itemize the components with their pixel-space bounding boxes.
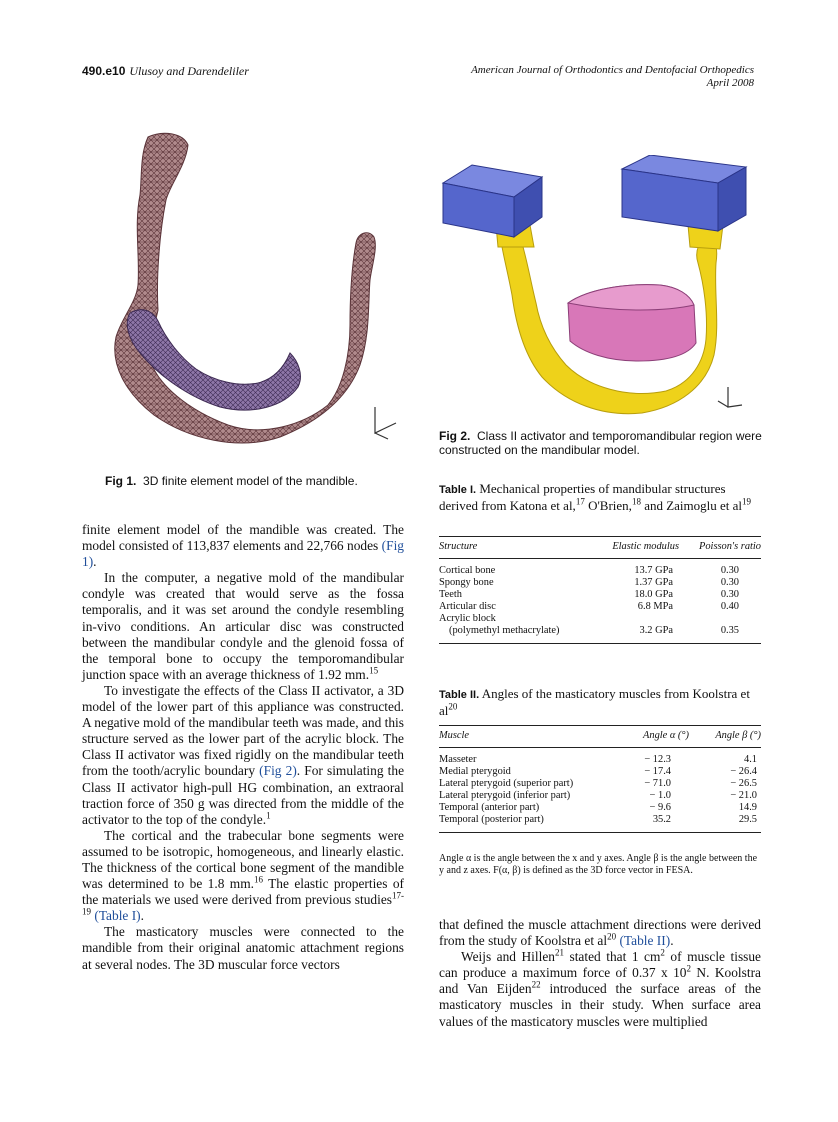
table-row: Acrylic block: [439, 613, 496, 624]
fig-2-link[interactable]: (Fig 2): [259, 763, 297, 779]
table-2-link[interactable]: (Table II): [619, 933, 671, 949]
column-header: Elastic modulus: [612, 541, 679, 552]
figure-1-label: Fig 1.: [105, 474, 137, 488]
column-header: Angle α (°): [643, 730, 689, 741]
fig-1-link[interactable]: (Fig 1): [82, 538, 404, 570]
table-2-title: Table II. Angles of the masticatory muscles from Koolstra et $al^{20}$: [439, 686, 750, 718]
table-row: Articular disc 6.8 MPa 0.40: [439, 601, 739, 612]
table-1-label: Table I.: [439, 484, 477, 496]
table-row: Lateral pterygoid (inferior part) − 1.0 − 21.0: [439, 790, 757, 801]
header-authors: Ulusoy and Darendeliler: [129, 64, 249, 78]
table-row: Teeth 18.0 GPa 0.30: [439, 589, 739, 600]
figure-2-label: Fig 2.: [439, 429, 471, 443]
column-header: Angle β (°): [715, 730, 761, 741]
paragraph: To investigate the effects of the Class II activator, a 3D model of the lower part of this appliance was constructed. A negative mold of the mandibular teeth was made, and this structure served as the lower part of the acrylic block. The Class II activator was fixed rigidly on the mandibular teeth from the tooth/acrylic boundary (Fig 2). For simulating the Class II activator high-pull HG combination, an extraoral traction force of 350 g was directed from the middle of the activator to the top of the condyle.$^1$: [82, 682, 405, 827]
figure-1-caption-text: 3D finite element model of the mandible.: [143, 474, 358, 488]
table-1: [439, 536, 761, 644]
table-2-label: Table II.: [439, 689, 480, 701]
paragraph: The cortical and the trabecular bone segments were assumed to be isotropic, homogeneous, and linearly elastic. The thickness of the cortical bone segment of the mandible was determined to be 1.8 mm.$^{16}$ The elastic properties of the materials we used were derived from previous studies$^{17-19}$ (Table I).: [82, 827, 405, 924]
table-row: Masseter − 12.3 4.1: [439, 754, 757, 765]
paragraph: that defined the muscle attachment directions were derived from the study of Koolstra et $al^{20}$ (Table II).: [439, 917, 761, 949]
running-header-right: [471, 64, 754, 90]
figure-1-mandible-mesh: [88, 125, 408, 455]
table-1-link[interactable]: (Table I): [94, 908, 141, 924]
fossa-block-left: [443, 165, 542, 237]
table-row: Medial pterygoid − 17.4 − 26.4: [439, 766, 757, 777]
header-date: April 2008: [706, 77, 754, 89]
column-header: Poisson's ratio: [699, 541, 761, 552]
table-row: Temporal (anterior part) − 9.6 14.9: [439, 802, 757, 813]
figure-2-caption: [439, 429, 764, 457]
figure-2-activator-model: [438, 155, 768, 420]
table-row: (polymethyl methacrylate) 3.2 GPa 0.35: [449, 625, 739, 636]
column-header: Muscle: [439, 730, 470, 741]
axis-triad-icon: [718, 387, 742, 407]
page-number: 490.e10: [82, 64, 126, 78]
figure-2-caption-text: Class II activator and temporomandibular region were constructed on the mandibular model.: [439, 429, 762, 457]
paragraph: The masticatory muscles were connected to the mandible from their original anatomic attachment regions at several nodes. The 3D muscular force vectors: [82, 924, 404, 972]
table-row: Cortical bone 13.7 GPa 0.30: [439, 565, 739, 576]
running-header-left: [82, 64, 249, 79]
acrylic-block: [568, 285, 696, 361]
fossa-block-right: [622, 155, 746, 231]
left-column-body: [82, 522, 404, 973]
paragraph: In the computer, a negative mold of the mandibular condyle was created that would serve as the fossa temporalis, and it was set around the condyle resembling in-vivo conditions. An articular disc was constructed between the mandibular condyle and the glenoid fossa of the temporal bone to occupy the temporomandibular junction space with an average thickness of 1.92 mm.$^{15}$: [82, 570, 404, 682]
table-2: [439, 725, 761, 833]
paragraph: finite element model of the mandible was created. The model consisted of 113,837 elements and 22,766 nodes (Fig 1).: [82, 522, 404, 570]
table-1-title: Table I. Mechanical properties of mandibular structures derived from Katona et al,$^{17}$ O'Brien,$^{18}$ and Zaimoglu et $al^{19}$: [439, 481, 752, 513]
right-column-body: [439, 917, 761, 1030]
header-journal: American Journal of Orthodontics and Dentofacial Orthopedics: [471, 64, 754, 76]
table-row: Lateral pterygoid (superior part) − 71.0 − 26.5: [439, 778, 757, 789]
axis-triad-icon: [375, 407, 396, 439]
column-header: Structure: [439, 541, 478, 552]
table-row: Temporal (posterior part) 35.2 29.5: [439, 814, 757, 825]
table-header-row: [439, 537, 761, 559]
figure-1-caption: [105, 474, 358, 488]
table-2-footnote: Angle α is the angle between the x and y axes. Angle β is the angle between the y and z axes. F(α, β) is defined as the 3D force vector in FESA.: [439, 853, 758, 876]
paragraph: Weijs and Hillen$^{21}$ stated that 1 $cm^2$ of muscle tissue can produce a maximum force of 0.37 x $10^2$ N. Koolstra and Van Eijden$^{22}$ introduced the surface areas of the masticatory muscles in their study. When surface area values of the masticatory muscles were multiplied: [439, 947, 761, 1029]
table-row: Spongy bone 1.37 GPa 0.30: [439, 577, 739, 588]
table-header-row: [439, 726, 761, 748]
